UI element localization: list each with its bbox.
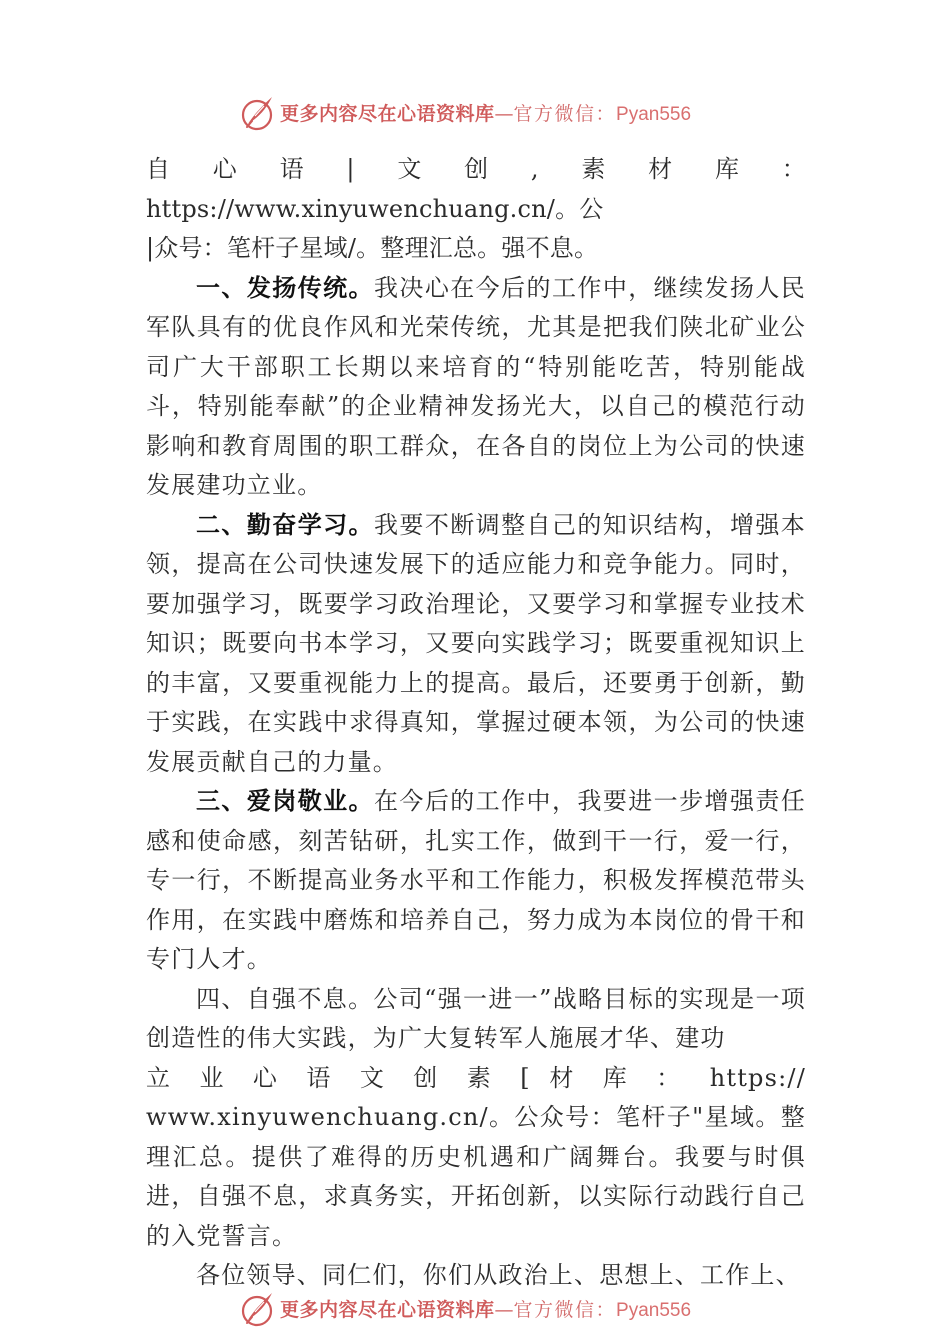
section-4-part-2: www.xinyuwenchuang.cn/。公众号：笔杆子"星域。整理汇总。提供了难得的历史机遇和广阔舞台。我要与时俱进，自强不息，求真务实，开拓创新，以实际行动践行自己的入党誓言。 bbox=[146, 1103, 806, 1250]
section-3-paragraph bbox=[146, 782, 806, 980]
section-2-heading: 二、勤奋学习。 bbox=[196, 510, 374, 539]
section-4-part-1: 四、自强不息。公司“强一进一”战略目标的实现是一项创造性的伟大实践，为广大复转军人施展才华、建功 bbox=[146, 984, 806, 1052]
intro-line-2: |众号：笔杆子星域/。整理汇总。强不息。 bbox=[146, 234, 599, 262]
banner-brand: 更多内容尽在心语资料库 bbox=[280, 1299, 495, 1321]
banner-brand: 更多内容尽在心语资料库 bbox=[280, 103, 495, 125]
section-1-heading: 一、发扬传统。 bbox=[196, 273, 374, 302]
top-watermark-banner bbox=[0, 92, 950, 136]
document-body bbox=[146, 150, 806, 1296]
banner-wechat-id: Pyan556 bbox=[616, 1300, 692, 1321]
quill-logo-icon bbox=[238, 1290, 276, 1328]
banner-dash: — bbox=[494, 103, 514, 125]
section-1-body: 我决心在今后的工作中，继续发扬人民军队具有的优良作风和光荣传统，尤其是把我们陕北矿业公司广大干部职工长期以来培育的“特别能吃苦，特别能战斗，特别能奉献”的企业精神发扬光大，以自己的模范行动影响和教育周围的职工群众，在各自的岗位上为公司的快速发展建功立业。 bbox=[146, 273, 806, 499]
bottom-watermark-banner bbox=[0, 1288, 950, 1332]
section-4-spread-text: 立 业 心 语 文 创 素 [ 材 库 ： https:// bbox=[146, 1063, 806, 1092]
quill-logo-icon bbox=[238, 94, 276, 132]
section-3-body: 在今后的工作中，我要进一步增强责任感和使命感，刻苦钻研，扎实工作，做到干一行，爱一行， 专一行，不断提高业务水平和工作能力，积极发挥模范带头作用，在实践中磨炼和培养自己，努力成为本岗位的骨干和专门人才。 bbox=[146, 787, 806, 973]
section-4-spread-line bbox=[146, 1059, 806, 1099]
section-2-body: 我要不断调整自己的知识结构，增强本领，提高在公司快速发展下的适应能力和竞争能力。同时， 要加强学习，既要学习政治理论，又要学习和掌握专业技术知识；既要向书本学习，又要向实践学习；既要重视知识上的丰富，又要重视能力上的提高。最后，还要勇于创新，勤于实践，在实践中求得真知，掌握过硬本领，为公司的快速发展贡献自己的力量。 bbox=[146, 510, 806, 776]
closing-text: 各位领导、同仁们，你们从政治上、思想上、工作上、 bbox=[196, 1261, 801, 1289]
banner-wechat-id: Pyan556 bbox=[616, 104, 692, 125]
banner-text bbox=[280, 101, 691, 127]
section-2-paragraph bbox=[146, 506, 806, 783]
section-4-paragraph bbox=[146, 980, 806, 1059]
section-4-continued bbox=[146, 1098, 806, 1256]
banner-wechat-label: 官方微信： bbox=[513, 1299, 617, 1321]
section-3-heading: 三、爱岗敬业。 bbox=[196, 787, 374, 815]
section-1-paragraph bbox=[146, 269, 806, 506]
banner-text bbox=[280, 1297, 691, 1323]
banner-dash: — bbox=[494, 1299, 514, 1321]
intro-line-1: 自心语|文创,素材库：https://www.xinyuwenchuang.cn/。公 bbox=[146, 155, 806, 223]
banner-wechat-label: 官方微信： bbox=[513, 103, 617, 125]
